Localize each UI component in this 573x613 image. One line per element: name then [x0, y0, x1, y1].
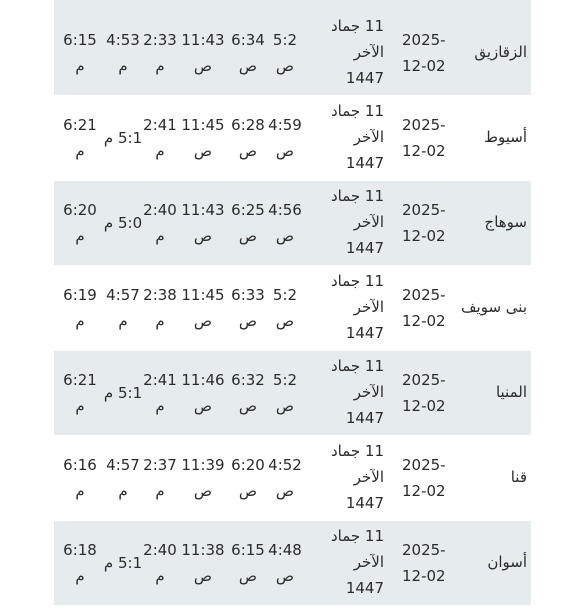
hijri-day-month: 11 جماد — [330, 442, 384, 460]
sunrise-period: ص — [238, 142, 258, 160]
isha-time — [58, 27, 102, 79]
gregorian-date — [402, 197, 448, 249]
hijri-month-cont: الآخر — [353, 43, 384, 61]
dhuhr-period: ص — [193, 482, 213, 500]
maghrib-period: م — [103, 384, 114, 402]
isha-period: م — [75, 482, 85, 500]
sunrise-value: 6:32 — [231, 371, 265, 389]
isha-value: 6:19 — [63, 286, 97, 304]
maghrib-period: م — [118, 482, 128, 500]
dhuhr-value: 11:45 — [181, 286, 225, 304]
hijri-date — [320, 353, 384, 431]
isha-time — [58, 537, 102, 589]
date-year: 2025- — [402, 371, 446, 389]
hijri-date — [320, 438, 384, 516]
hijri-date — [320, 98, 384, 176]
hijri-month-cont: الآخر — [353, 213, 384, 231]
city-name: سوهاج — [484, 213, 527, 231]
asr-time — [139, 112, 181, 164]
date-month-day: 12-02 — [402, 227, 446, 245]
gregorian-date — [402, 282, 448, 334]
dhuhr-time — [180, 452, 226, 504]
dhuhr-period: ص — [193, 397, 213, 415]
fajr-value: 4:59 — [268, 116, 302, 134]
city-name: أسيوط — [484, 128, 527, 146]
maghrib-period: م — [103, 554, 114, 572]
fajr-value: 4:48 — [268, 541, 302, 559]
maghrib-time — [103, 210, 143, 236]
fajr-period: ص — [275, 312, 295, 330]
table-row — [54, 181, 531, 266]
sunrise-period: ص — [238, 57, 258, 75]
hijri-month-cont: الآخر — [353, 298, 384, 316]
table-row — [54, 266, 531, 351]
maghrib-value: 4:53 — [106, 31, 140, 49]
asr-time — [139, 282, 181, 334]
maghrib-period: م — [118, 57, 128, 75]
hijri-day-month: 11 جماد — [330, 187, 384, 205]
maghrib-period: م — [103, 129, 114, 147]
previous-row-edge — [54, 0, 531, 11]
fajr-period: ص — [275, 397, 295, 415]
asr-period: م — [155, 567, 165, 585]
dhuhr-value: 11:38 — [181, 541, 225, 559]
city-name: بنى سويف — [461, 298, 527, 316]
isha-time — [58, 197, 102, 249]
table-row — [54, 11, 531, 96]
isha-time — [58, 452, 102, 504]
maghrib-value: 5:1 — [117, 129, 143, 147]
dhuhr-period: ص — [193, 142, 213, 160]
dhuhr-period: ص — [193, 312, 213, 330]
asr-value: 2:37 — [143, 456, 177, 474]
date-year: 2025- — [402, 456, 446, 474]
isha-period: م — [75, 142, 85, 160]
hijri-month-cont: الآخر — [353, 553, 384, 571]
sunrise-time — [225, 27, 271, 79]
fajr-value: 5:2 — [272, 371, 298, 389]
dhuhr-period: ص — [193, 57, 213, 75]
sunrise-period: ص — [238, 397, 258, 415]
hijri-day-month: 11 جماد — [330, 102, 384, 120]
isha-period: م — [75, 397, 85, 415]
sunrise-value: 6:28 — [231, 116, 265, 134]
asr-time — [139, 537, 181, 589]
dhuhr-time — [180, 27, 226, 79]
asr-period: م — [155, 397, 165, 415]
hijri-year: 1447 — [345, 409, 384, 427]
table-row — [54, 96, 531, 181]
sunrise-period: ص — [238, 482, 258, 500]
dhuhr-time — [180, 367, 226, 419]
dhuhr-period: ص — [193, 227, 213, 245]
date-year: 2025- — [402, 116, 446, 134]
fajr-period: ص — [275, 567, 295, 585]
table-row — [54, 436, 531, 521]
sunrise-period: ص — [238, 227, 258, 245]
date-year: 2025- — [402, 541, 446, 559]
maghrib-period: م — [118, 312, 128, 330]
maghrib-value: 4:57 — [106, 456, 140, 474]
dhuhr-time — [180, 537, 226, 589]
maghrib-time — [103, 550, 143, 576]
asr-period: م — [155, 57, 165, 75]
asr-value: 2:40 — [143, 541, 177, 559]
maghrib-period: م — [103, 214, 114, 232]
dhuhr-time — [180, 197, 226, 249]
hijri-month-cont: الآخر — [353, 128, 384, 146]
date-year: 2025- — [402, 201, 446, 219]
asr-period: م — [155, 482, 165, 500]
dhuhr-value: 11:43 — [181, 201, 225, 219]
hijri-year: 1447 — [345, 494, 384, 512]
maghrib-time — [103, 27, 143, 79]
isha-period: م — [75, 567, 85, 585]
isha-period: م — [75, 227, 85, 245]
isha-period: م — [75, 57, 85, 75]
gregorian-date — [402, 27, 448, 79]
date-month-day: 12-02 — [402, 397, 446, 415]
asr-time — [139, 452, 181, 504]
hijri-day-month: 11 جماد — [330, 527, 384, 545]
hijri-month-cont: الآخر — [353, 468, 384, 486]
hijri-day-month: 11 جماد — [330, 357, 384, 375]
fajr-period: ص — [275, 227, 295, 245]
dhuhr-time — [180, 112, 226, 164]
gregorian-date — [402, 537, 448, 589]
dhuhr-value: 11:39 — [181, 456, 225, 474]
hijri-year: 1447 — [345, 579, 384, 597]
maghrib-time — [103, 380, 143, 406]
gregorian-date — [402, 112, 448, 164]
isha-value: 6:18 — [63, 541, 97, 559]
dhuhr-value: 11:45 — [181, 116, 225, 134]
fajr-value: 5:2 — [272, 286, 298, 304]
hijri-date — [320, 268, 384, 346]
maghrib-value: 5:1 — [117, 554, 143, 572]
asr-time — [139, 367, 181, 419]
asr-value: 2:38 — [143, 286, 177, 304]
date-month-day: 12-02 — [402, 57, 446, 75]
asr-value: 2:41 — [143, 116, 177, 134]
city-name: الزقازيق — [474, 43, 527, 61]
sunrise-period: ص — [238, 312, 258, 330]
hijri-year: 1447 — [345, 324, 384, 342]
dhuhr-time — [180, 282, 226, 334]
fajr-period: ص — [275, 482, 295, 500]
date-year: 2025- — [402, 31, 446, 49]
asr-value: 2:41 — [143, 371, 177, 389]
sunrise-period: ص — [238, 567, 258, 585]
asr-time — [139, 197, 181, 249]
sunrise-value: 6:34 — [231, 31, 265, 49]
hijri-day-month: 11 جماد — [330, 272, 384, 290]
hijri-month-cont: الآخر — [353, 383, 384, 401]
maghrib-time — [103, 125, 143, 151]
date-month-day: 12-02 — [402, 312, 446, 330]
isha-value: 6:15 — [63, 31, 97, 49]
sunrise-value: 6:33 — [231, 286, 265, 304]
city-name: قنا — [510, 468, 527, 486]
hijri-year: 1447 — [345, 239, 384, 257]
isha-period: م — [75, 312, 85, 330]
dhuhr-period: ص — [193, 567, 213, 585]
gregorian-date — [402, 367, 448, 419]
date-year: 2025- — [402, 286, 446, 304]
fajr-value: 5:2 — [272, 31, 298, 49]
maghrib-time — [103, 282, 143, 334]
gregorian-date — [402, 452, 448, 504]
fajr-period: ص — [275, 57, 295, 75]
date-month-day: 12-02 — [402, 567, 446, 585]
hijri-day-month: 11 جماد — [330, 17, 384, 35]
isha-value: 6:21 — [63, 116, 97, 134]
prayer-times-table — [54, 11, 531, 606]
asr-value: 2:40 — [143, 201, 177, 219]
sunrise-time — [225, 367, 271, 419]
asr-time — [139, 27, 181, 79]
isha-time — [58, 367, 102, 419]
sunrise-time — [225, 452, 271, 504]
sunrise-time — [225, 282, 271, 334]
isha-value: 6:20 — [63, 201, 97, 219]
hijri-date — [320, 183, 384, 261]
sunrise-time — [225, 112, 271, 164]
sunrise-time — [225, 537, 271, 589]
maghrib-value: 4:57 — [106, 286, 140, 304]
maghrib-value: 5:0 — [117, 214, 143, 232]
sunrise-value: 6:20 — [231, 456, 265, 474]
sunrise-time — [225, 197, 271, 249]
isha-time — [58, 112, 102, 164]
date-month-day: 12-02 — [402, 142, 446, 160]
asr-period: م — [155, 227, 165, 245]
asr-period: م — [155, 312, 165, 330]
dhuhr-value: 11:46 — [181, 371, 225, 389]
isha-time — [58, 282, 102, 334]
fajr-value: 4:56 — [268, 201, 302, 219]
city-name: المنيا — [495, 383, 527, 401]
fajr-period: ص — [275, 142, 295, 160]
fajr-value: 4:52 — [268, 456, 302, 474]
sunrise-value: 6:25 — [231, 201, 265, 219]
city-name: أسوان — [487, 553, 527, 571]
table-row — [54, 351, 531, 436]
asr-period: م — [155, 142, 165, 160]
isha-value: 6:21 — [63, 371, 97, 389]
table-row — [54, 521, 531, 606]
hijri-date — [320, 13, 384, 91]
date-month-day: 12-02 — [402, 482, 446, 500]
hijri-year: 1447 — [345, 154, 384, 172]
dhuhr-value: 11:43 — [181, 31, 225, 49]
maghrib-value: 5:1 — [117, 384, 143, 402]
asr-value: 2:33 — [143, 31, 177, 49]
hijri-date — [320, 523, 384, 601]
maghrib-time — [103, 452, 143, 504]
sunrise-value: 6:15 — [231, 541, 265, 559]
isha-value: 6:16 — [63, 456, 97, 474]
hijri-year: 1447 — [345, 69, 384, 87]
